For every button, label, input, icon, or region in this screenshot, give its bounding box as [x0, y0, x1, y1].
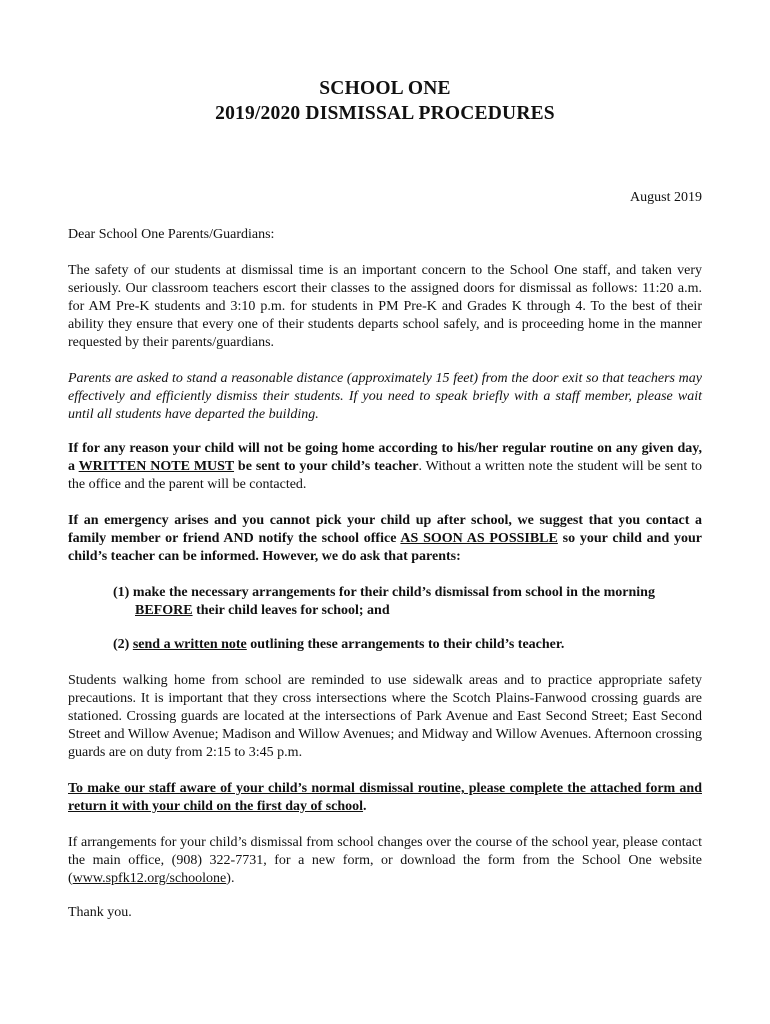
form-request-underlined: To make our staff aware of your child’s normal dismissal routine, please complete the attached form and return it with your child on the first day of school [68, 781, 702, 814]
emergency-start: If an emergency arises and you cannot pick your child up after school, we suggest that you contact a family member or friend AND notify the school office [68, 513, 702, 546]
written-note-bold-start: If for any reason your child will not be going home according to his/her regular routine on any given day, a [68, 441, 702, 474]
title-line-2: 2019/2020 DISMISSAL PROCEDURES [215, 103, 555, 124]
school-website-link[interactable]: www.spfk12.org/schoolone [72, 871, 227, 886]
title-line-1: SCHOOL ONE [319, 78, 451, 99]
contact-start: If arrangements for your child’s dismissal from school changes over the course of the school year, please contact the main office, (908) 322-7731, for a new form, or download the form from the School One website ( [68, 835, 702, 886]
list-item-2 [113, 636, 702, 654]
list-item-1 [113, 584, 702, 620]
paragraph-walking: Students walking home from school are reminded to use sidewalk areas and to practice appropriate safety precautions. It is important that they cross intersections where the Scotch Plains-Fanwood crossing guards are stationed. Crossing guards are located at the intersections of Park Avenue and East Second Street; East Second Street and Willow Avenue; Madison and Willow Avenues; and Midway and Willow Avenues. Afternoon crossing guards are on duty from 2:15 to 3:45 p.m. [68, 673, 702, 760]
paragraph-form-request [68, 780, 702, 816]
list-item-1-line1: (1) make the necessary arrangements for their child’s dismissal from school in the morning [113, 585, 655, 600]
list-item-1-rest: their child leaves for school; and [192, 603, 390, 618]
list-item-2-rest: outlining these arrangements to their child’s teacher. [246, 637, 565, 652]
written-note-emphasis: WRITTEN NOTE MUST [78, 459, 235, 474]
before-emphasis: BEFORE [135, 603, 193, 618]
written-note-plain: . Without a written note the student will be sent to the office and the parent will be contacted. [68, 459, 702, 492]
paragraph-parents-distance: Parents are asked to stand a reasonable distance (approximately 15 feet) from the door exit so that teachers may effectively and efficiently dismiss their students. If you need to speak briefly with a staff member, please wait until all students have departed the building. [68, 371, 702, 422]
paragraph-written-note [68, 440, 702, 494]
send-written-note: send a written note [132, 637, 247, 652]
salutation: Dear School One Parents/Guardians: [68, 227, 275, 242]
form-request-end: . [363, 799, 367, 814]
emergency-end: so your child and your child’s teacher can be informed. However, we do ask that parents: [68, 531, 703, 564]
paragraph-safety: The safety of our students at dismissal time is an important concern to the School One staff, and taken very seriously. Our classroom teachers escort their classes to the assigned doors for dismissal as follows: 11:20 a.m. for AM Pre-K students and 3:10 p.m. for students in PM Pre-K and Grades K through 4. To the best of their ability they ensure that every one of their students departs school safely, and is proceeding home in the manner requested by their parents/guardians. [68, 263, 702, 350]
emergency-asap: AS SOON AS POSSIBLE [400, 531, 558, 546]
paragraph-contact [68, 834, 702, 888]
written-note-bold-end: be sent to your child’s teacher [234, 459, 419, 474]
contact-end: ). [226, 871, 235, 886]
closing: Thank you. [68, 905, 132, 920]
paragraph-emergency [68, 512, 702, 566]
letter-date: August 2019 [630, 190, 702, 205]
list-item-2-prefix: (2) [113, 637, 133, 652]
list-item-1-line2 [113, 602, 702, 620]
